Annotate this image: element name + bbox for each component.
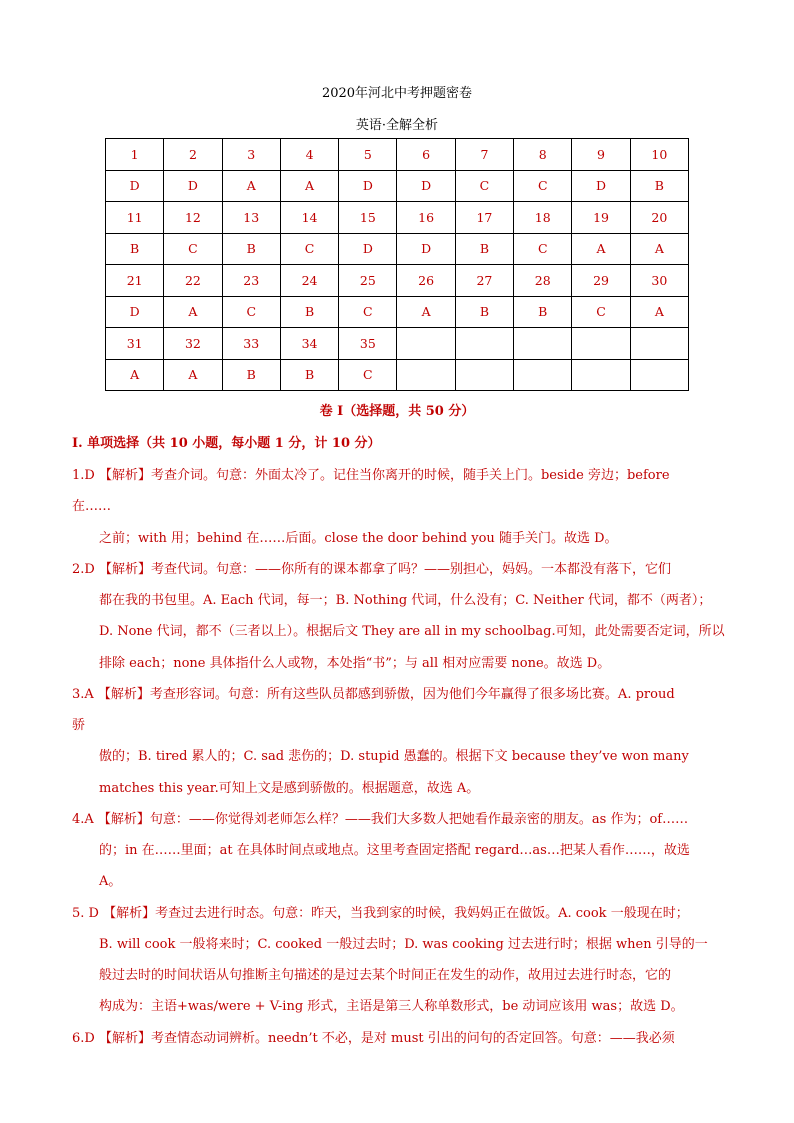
answer-cell: C — [339, 359, 397, 391]
question-number-cell: 18 — [514, 202, 572, 234]
answer-table-row — [106, 359, 689, 391]
question-number-cell: 35 — [339, 328, 397, 360]
question-number-cell: 12 — [164, 202, 222, 234]
explanation-line: 在…… — [72, 499, 112, 514]
question-number-cell: 3 — [222, 139, 280, 171]
answer-cell — [572, 359, 630, 391]
explanation-line: 傲的；B. tired 累人的；C. sad 悲伤的；D. stupid 愚蠢的。根据下文 because they’ve won many — [99, 749, 689, 764]
question-number-cell: 34 — [280, 328, 338, 360]
question-number-cell: 17 — [455, 202, 513, 234]
question-number-cell: 9 — [572, 139, 630, 171]
question-number-cell — [397, 328, 455, 360]
answer-cell: A — [280, 170, 338, 202]
question-number-cell: 30 — [630, 265, 688, 297]
question-number-cell — [514, 328, 572, 360]
question-number-cell: 23 — [222, 265, 280, 297]
explanation-line: 排除 each；none 具体指什么人或物，本处指“书”；与 all 相对应需要 none。故选 D。 — [99, 656, 611, 671]
question-number-cell: 33 — [222, 328, 280, 360]
answer-cell: B — [222, 233, 280, 265]
question-number-cell: 6 — [397, 139, 455, 171]
question-number-cell: 19 — [572, 202, 630, 234]
part-title: I. 单项选择（共 10 小题，每小题 1 分，计 10 分） — [72, 436, 381, 451]
question-number-cell: 5 — [339, 139, 397, 171]
answer-table-row — [106, 296, 689, 328]
document-subtitle: 英语·全解全析 — [355, 118, 439, 133]
answer-cell: D — [339, 170, 397, 202]
answer-cell: D — [164, 170, 222, 202]
answer-cell: A — [630, 296, 688, 328]
question-number-cell — [572, 328, 630, 360]
explanation-line: 3.A 【解析】考查形容词。句意：所有这些队员都感到骄傲，因为他们今年赢得了很多场比赛。A. proud — [72, 687, 675, 702]
explanation-line: 构成为：主语+was/were + V-ing 形式，主语是第三人称单数形式，be 动词应该用 was；故选 D。 — [99, 999, 684, 1014]
explanation-line: matches this year.可知上文是感到骄傲的。根据题意，故选 A。 — [99, 781, 480, 796]
explanation-line: A。 — [99, 874, 122, 889]
answer-table-row — [106, 170, 689, 202]
answer-cell: C — [280, 233, 338, 265]
answer-cell: D — [106, 296, 164, 328]
answer-cell: D — [572, 170, 630, 202]
answer-cell: B — [106, 233, 164, 265]
question-number-cell: 4 — [280, 139, 338, 171]
explanation-line: 的；in 在……里面；at 在具体时间点或地点。这里考查固定搭配 regard…as…把某人看作……，故选 — [99, 843, 690, 858]
explanation-line: B. will cook 一般将来时；C. cooked 一般过去时；D. was cooking 过去进行时；根据 when 引导的一 — [99, 937, 708, 952]
answer-cell: A — [572, 233, 630, 265]
section-title: 卷 I（选择题，共 50 分） — [319, 404, 475, 419]
explanation-line: 之前；with 用；behind 在……后面。close the door behind you 随手关门。故选 D。 — [99, 531, 618, 546]
explanation-line: 4.A 【解析】句意：——你觉得刘老师怎么样？——我们大多数人把她看作最亲密的朋友。as 作为；of…… — [72, 812, 689, 827]
answer-cell — [397, 359, 455, 391]
question-number-cell: 15 — [339, 202, 397, 234]
answer-table-row — [106, 233, 689, 265]
question-number-cell: 31 — [106, 328, 164, 360]
answer-cell: C — [339, 296, 397, 328]
document-title: 2020年河北中考押题密卷 — [321, 86, 473, 101]
question-number-cell: 13 — [222, 202, 280, 234]
question-number-cell: 14 — [280, 202, 338, 234]
question-number-cell: 2 — [164, 139, 222, 171]
answer-cell: A — [164, 296, 222, 328]
answer-cell: D — [339, 233, 397, 265]
answer-cell: C — [572, 296, 630, 328]
question-number-cell: 26 — [397, 265, 455, 297]
answer-cell: B — [280, 296, 338, 328]
question-number-cell: 21 — [106, 265, 164, 297]
question-number-cell: 1 — [106, 139, 164, 171]
question-number-cell: 25 — [339, 265, 397, 297]
answer-cell — [630, 359, 688, 391]
question-number-cell: 27 — [455, 265, 513, 297]
answer-cell: B — [455, 233, 513, 265]
explanation-line: 都在我的书包里。A. Each 代词，每一；B. Nothing 代词，什么没有；C. Neither 代词，都不（两者）； — [99, 593, 712, 608]
answer-cell: B — [630, 170, 688, 202]
question-number-cell: 16 — [397, 202, 455, 234]
answer-cell: A — [164, 359, 222, 391]
answer-table-row — [106, 202, 689, 234]
explanation-line: 骄 — [72, 718, 86, 733]
answer-table-row — [106, 139, 689, 171]
question-number-cell: 29 — [572, 265, 630, 297]
answer-table-row — [106, 265, 689, 297]
explanation-line: 6.D 【解析】考查情态动词辨析。needn’t 不必，是对 must 引出的问句的否定回答。句意：——我必须 — [72, 1031, 675, 1046]
answer-cell — [514, 359, 572, 391]
answer-cell: D — [397, 170, 455, 202]
question-number-cell: 10 — [630, 139, 688, 171]
question-number-cell: 20 — [630, 202, 688, 234]
answer-cell: A — [106, 359, 164, 391]
answer-cell: C — [514, 233, 572, 265]
answer-cell: C — [222, 296, 280, 328]
question-number-cell: 11 — [106, 202, 164, 234]
question-number-cell: 32 — [164, 328, 222, 360]
explanation-line: 5. D 【解析】考查过去进行时态。句意：昨天，当我到家的时候，我妈妈正在做饭。A. cook 一般现在时； — [72, 906, 689, 921]
answer-cell: D — [106, 170, 164, 202]
answer-cell: C — [455, 170, 513, 202]
question-number-cell: 24 — [280, 265, 338, 297]
answer-cell — [455, 359, 513, 391]
question-number-cell: 7 — [455, 139, 513, 171]
explanation-line: D. None 代词，都不（三者以上）。根据后文 They are all in my schoolbag.可知，此处需要否定词，所以 — [99, 624, 725, 639]
explanation-line: 般过去时的时间状语从句推断主句描述的是过去某个时间正在发生的动作，故用过去进行时态，它的 — [99, 968, 672, 983]
answer-cell: B — [455, 296, 513, 328]
answer-cell: A — [397, 296, 455, 328]
answer-cell: B — [222, 359, 280, 391]
question-number-cell — [630, 328, 688, 360]
answer-cell: D — [397, 233, 455, 265]
answer-cell: A — [630, 233, 688, 265]
answer-cell: A — [222, 170, 280, 202]
explanation-line: 1.D 【解析】考查介词。句意：外面太冷了。记住当你离开的时候，随手关上门。beside 旁边；before — [72, 468, 670, 483]
question-number-cell: 28 — [514, 265, 572, 297]
answer-cell: C — [514, 170, 572, 202]
question-number-cell: 22 — [164, 265, 222, 297]
question-number-cell: 8 — [514, 139, 572, 171]
answer-cell: B — [514, 296, 572, 328]
answer-table-row — [106, 328, 689, 360]
answer-table — [105, 138, 689, 391]
answer-cell: C — [164, 233, 222, 265]
answer-cell: B — [280, 359, 338, 391]
question-number-cell — [455, 328, 513, 360]
explanation-line: 2.D 【解析】考查代词。句意：——你所有的课本都拿了吗？——别担心，妈妈。一本都没有落下，它们 — [72, 562, 671, 577]
